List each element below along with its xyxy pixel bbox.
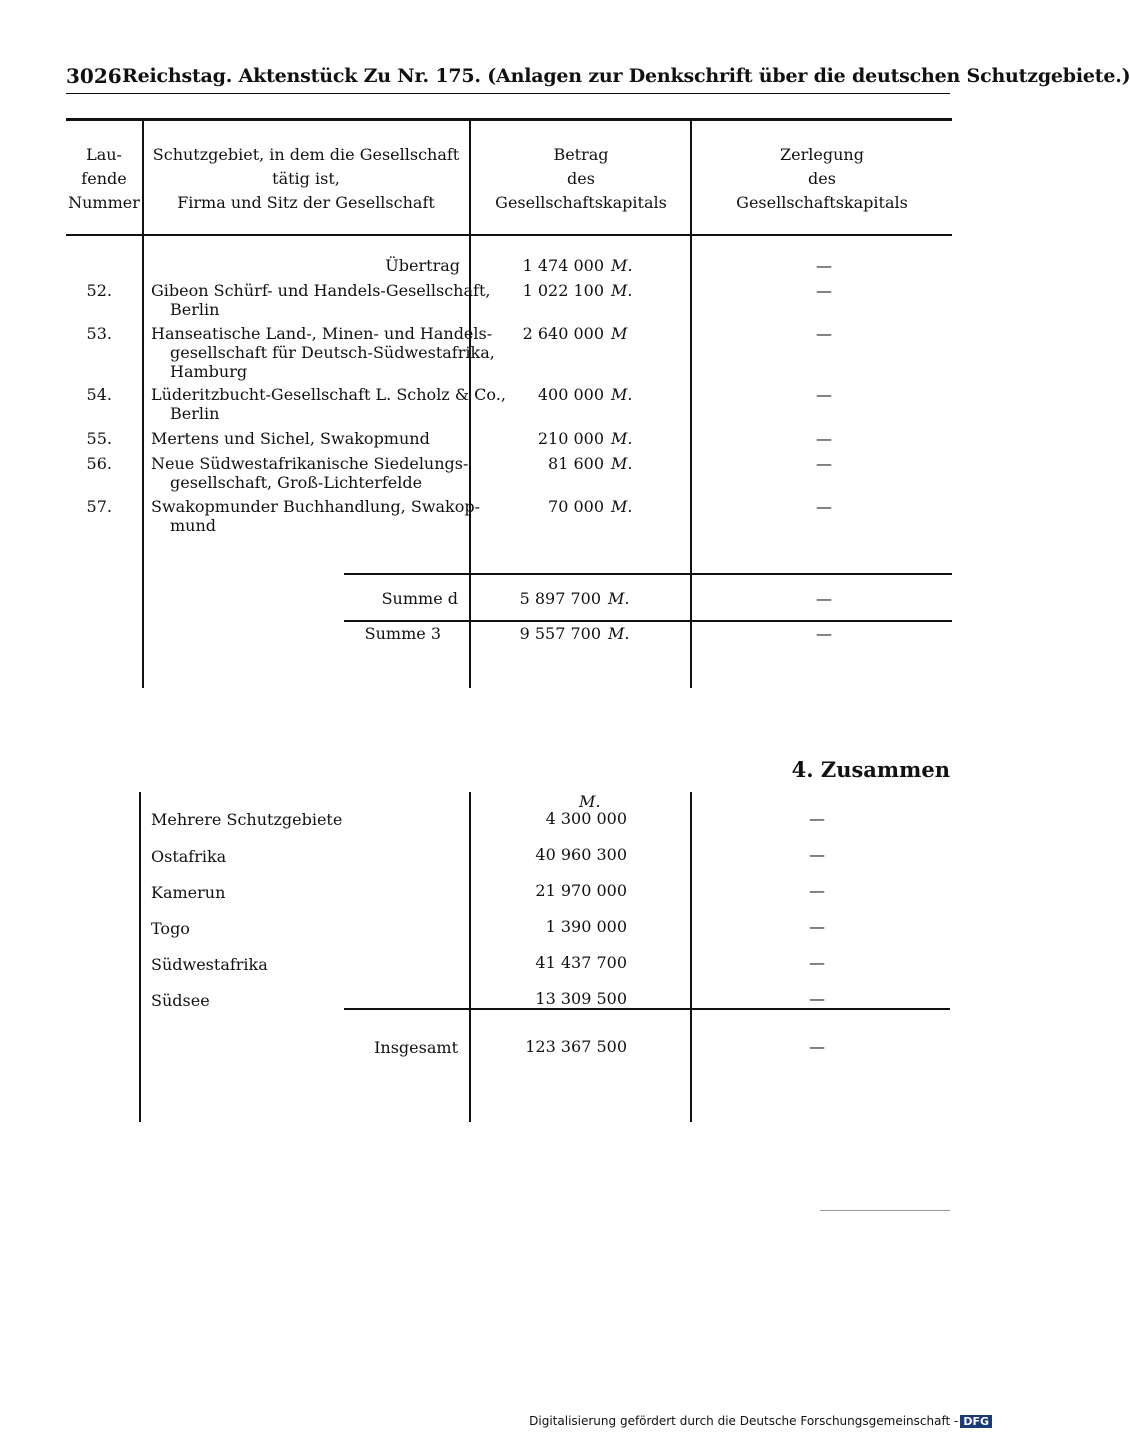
unit-cell: M.	[611, 454, 633, 473]
total-amount: 123 367 500	[525, 1037, 627, 1056]
page-number: 3026	[66, 64, 122, 88]
unit-cell: M.	[611, 281, 633, 300]
row-number: 56.	[86, 454, 112, 473]
amount-cell: 2 640 000	[522, 324, 604, 343]
summe-3-amount: 9 557 700	[519, 624, 601, 643]
amount-cell: 210 000	[537, 429, 604, 448]
uebertrag-amount: 1 474 000	[522, 256, 604, 275]
split-cell: —	[816, 429, 832, 448]
summary-label: Togo	[151, 919, 190, 938]
summary-amount: 40 960 300	[535, 845, 627, 864]
summary-label: Südwestafrika	[151, 955, 268, 974]
total-rule	[344, 1008, 950, 1010]
row-number: 54.	[86, 385, 112, 404]
summe-d-label: Summe d	[381, 589, 458, 608]
unit-cell: M.	[611, 429, 633, 448]
summary-split: —	[809, 809, 825, 828]
company-line: Gibeon Schürf- und Handels-Gesellschaft,	[151, 281, 491, 300]
split-cell: —	[816, 385, 832, 404]
summary-split: —	[809, 881, 825, 900]
summe-3-split: —	[816, 624, 832, 643]
table-top-rule	[66, 118, 952, 121]
column-header-amount: Betrag des Gesellschaftskapitals	[495, 145, 667, 212]
summe-d-amount: 5 897 700	[519, 589, 601, 608]
company-line: gesellschaft, Groß-Lichterfelde	[170, 473, 423, 492]
header-rule	[66, 93, 950, 94]
section-heading: 4. Zusammen	[791, 757, 950, 782]
summary-split: —	[809, 989, 825, 1008]
row-number: 55.	[86, 429, 112, 448]
column-header-split: Zerlegung des Gesellschaftskapitals	[736, 145, 908, 212]
company-line: Berlin	[170, 404, 220, 423]
company-line: mund	[170, 516, 217, 535]
company-line: Neue Südwestafrikanische Siedelungs-	[151, 454, 469, 473]
company-line: Berlin	[170, 300, 220, 319]
summe-3-unit: M.	[608, 624, 630, 643]
summary-amount: 1 390 000	[545, 917, 627, 936]
column-rule	[469, 120, 471, 688]
summary-split: —	[809, 953, 825, 972]
company-line: Swakopmunder Buchhandlung, Swakop-	[151, 497, 481, 516]
summe-d-split: —	[816, 589, 832, 608]
summary-amount: 4 300 000	[545, 809, 627, 828]
split-cell: —	[816, 324, 832, 343]
row-number: 57.	[86, 497, 112, 516]
column-rule	[142, 120, 144, 688]
uebertrag-unit: M.	[611, 256, 633, 275]
row-number: 53.	[86, 324, 112, 343]
uebertrag-split: —	[816, 256, 832, 275]
header-bottom-rule	[66, 234, 952, 236]
amount-cell: 81 600	[548, 454, 604, 473]
company-line: Mertens und Sichel, Swakopmund	[151, 429, 430, 448]
row-number: 52.	[86, 281, 112, 300]
company-line: Lüderitzbucht-Gesellschaft L. Scholz & Co.,	[151, 385, 506, 404]
company-line: Hamburg	[170, 362, 248, 381]
summary-amount: 41 437 700	[535, 953, 627, 972]
credit-text: Digitalisierung gefördert durch die Deutsche Forschungsgemeinschaft -	[529, 1414, 959, 1428]
summary-label: Ostafrika	[151, 847, 227, 866]
unit-cell: M.	[611, 497, 633, 516]
summary-amount: 21 970 000	[535, 881, 627, 900]
summary-split: —	[809, 917, 825, 936]
digitization-credit	[529, 1414, 992, 1428]
summary-label: Mehrere Schutzgebiete	[151, 810, 343, 829]
continuation-rule	[820, 1210, 950, 1211]
column-header-number: Lau- fende Nummer	[68, 145, 140, 212]
summe-3-label: Summe 3	[364, 624, 441, 643]
amount-cell: 1 022 100	[522, 281, 604, 300]
column-rule	[139, 792, 141, 1122]
summe-d-unit: M.	[608, 589, 630, 608]
column-rule	[469, 792, 471, 1122]
split-cell: —	[816, 281, 832, 300]
unit-cell: M.	[611, 385, 633, 404]
split-cell: —	[816, 454, 832, 473]
summe-d-rule	[344, 573, 952, 575]
company-line: gesellschaft für Deutsch-Südwestafrika,	[170, 343, 495, 362]
column-header-company: Schutzgebiet, in dem die Gesellschaft tätig ist, Firma und Sitz der Gesellschaft	[152, 145, 460, 212]
column-rule	[690, 792, 692, 1122]
summary-label: Südsee	[151, 991, 210, 1010]
amount-cell: 70 000	[548, 497, 604, 516]
column-rule	[690, 120, 692, 688]
total-label: Insgesamt	[374, 1038, 458, 1057]
page-title: Reichstag. Aktenstück Zu Nr. 175. (Anlagen zur Denkschrift über die deutschen Schutzgebiete.)	[122, 65, 1130, 87]
summe-3-rule	[344, 620, 952, 622]
split-cell: —	[816, 497, 832, 516]
unit-header: M.	[579, 792, 601, 811]
summary-label: Kamerun	[151, 883, 226, 902]
summary-split: —	[809, 845, 825, 864]
amount-cell: 400 000	[537, 385, 604, 404]
unit-cell: M	[611, 324, 628, 343]
uebertrag-label: Übertrag	[385, 256, 460, 275]
company-line: Hanseatische Land-, Minen- und Handels-	[151, 324, 493, 343]
summary-amount: 13 309 500	[535, 989, 627, 1008]
dfg-logo: DFG	[960, 1415, 992, 1428]
total-split: —	[809, 1037, 825, 1056]
